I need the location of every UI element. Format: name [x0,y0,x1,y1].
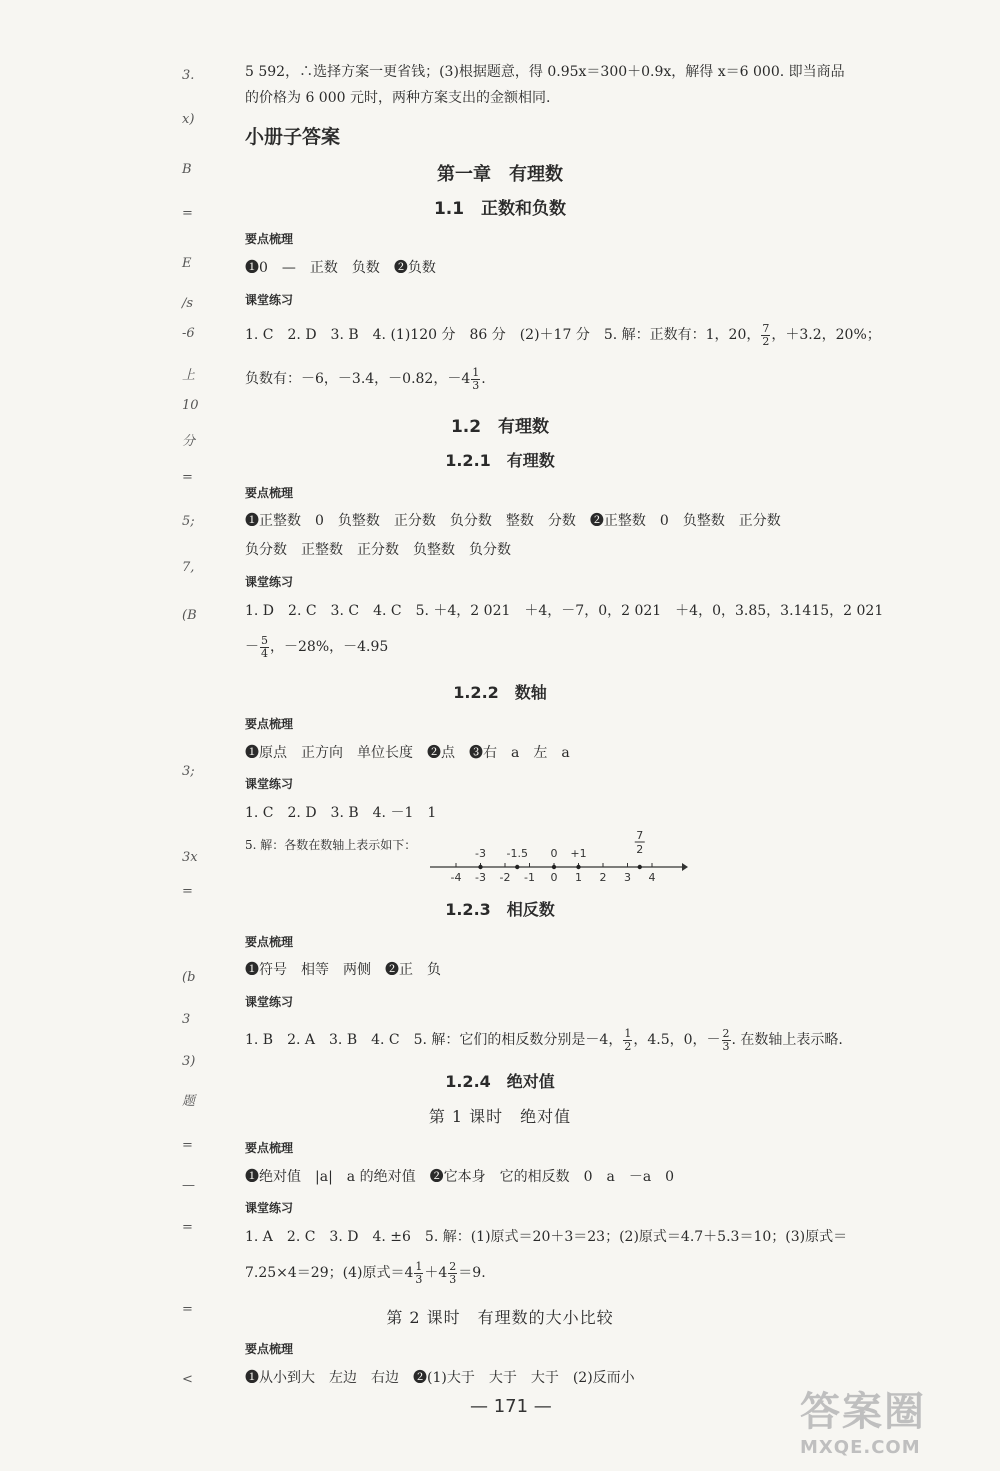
s121-practice-2: － $\frac{5}{4}$ ，－28%，－4.95 [245,633,389,660]
axis-tick-label: -2 [499,871,511,884]
s121-practice-1: 1. D 2. C 3. C 4. C 5. ＋4，2 021 ＋4，－7，0，2 021 ＋4，0，3.85，3.1415，2 021 [245,603,884,619]
margin-fragment: E [182,256,192,271]
margin-fragment: x) [182,112,195,127]
axis-point [515,865,519,869]
axis-tick-label: 2 [599,871,607,884]
margin-fragment: < [182,1372,193,1387]
margin-fragment: = [182,1138,193,1153]
fraction: $\frac{1}{2}$ [624,1026,632,1053]
s11-practice-line-2: 负数有：－6，－3.4，－0.82，－4 $\frac{1}{3}$ . [245,365,486,392]
margin-fragment: = [182,1302,193,1317]
margin-fragment: 3; [182,764,195,779]
label-practice: 课堂练习 [245,293,294,307]
fraction: $\frac{5}{4}$ [261,633,268,660]
margin-fragment: B [182,162,192,177]
axis-point-label: +1 [570,847,587,860]
intro-line-1: 5 592，∴选择方案一更省钱；(3)根据题意，得 0.95x＝300＋0.9x，解得 x＝6 000. 即当商品 [245,64,845,80]
s124-practice-1: 1. A 2. C 3. D 4. ±6 5. 解：(1)原式＝20＋3＝23；(2)原式＝4.7＋5.3＝10；(3)原式＝ [245,1229,848,1245]
margin-fragment: (b [182,970,196,985]
axis-point-label: -1.5 [506,847,528,860]
margin-fragment: 上 [182,368,196,383]
margin-fragment: 3. [182,68,195,83]
section-1-1-title: 1.1 正数和负数 [433,199,567,219]
label-points: 要点梳理 [245,1141,294,1155]
axis-fraction-numerator: 7 [636,829,644,842]
s11-practice-line-1: 1. C 2. D 3. B 4. (1)120 分 86 分 (2)＋17 分 5. 解：正数有：1，20， $\frac{7}{2}$ ，＋3.2，20%； [245,321,881,348]
axis-tick-label: -1 [524,871,535,884]
lesson-2-title: 第 2 课时 有理数的大小比较 [386,1308,614,1327]
margin-fragment: 5; [182,514,195,529]
fraction: $\frac{2}{3}$ [449,1259,457,1286]
fraction: $\frac{1}{3}$ [472,365,480,392]
label-practice: 课堂练习 [245,1201,294,1215]
watermark-text: 答案圈 [800,1389,926,1435]
section-1-2-4-title: 1.2.4 绝对值 [445,1072,555,1091]
margin-fragment: = [182,206,193,221]
margin-fragment: 7, [182,560,195,575]
axis-tick-label: -3 [475,871,486,884]
margin-fragment: (B [182,608,197,623]
fraction: $\frac{7}{2}$ [762,321,770,348]
label-points: 要点梳理 [245,1342,294,1356]
label-points: 要点梳理 [245,486,294,500]
axis-point [478,865,482,869]
label-practice: 课堂练习 [245,777,294,791]
section-1-2-1-title: 1.2.1 有理数 [445,451,555,470]
watermark-url: MXQE.COM [800,1437,921,1458]
fraction: $\frac{2}{3}$ [722,1026,730,1053]
axis-point-label: -3 [475,847,486,860]
chapter-title: 第一章 有理数 [437,164,563,185]
margin-fragment: 题 [182,1094,196,1109]
s121-points-2: 负分数 正整数 正分数 负整数 负分数 [245,542,511,558]
s123-points: ❶符号 相等 两侧 ❷正 负 [245,962,441,978]
margin-fragment: 3x [182,850,198,865]
margin-fragment: 3 [182,1012,191,1027]
s123-practice: 1. B 2. A 3. B 4. C 5. 解：它们的相反数分别是－4， $\frac{1}{2}$ ，4.5，0，－ $\frac{2}{3}$ . 在数轴上表示略. [245,1026,843,1053]
margin-fragment: = [182,884,193,899]
lesson-1-title: 第 1 课时 绝对值 [428,1107,572,1126]
s124-points: ❶绝对值 |a| a 的绝对值 ❷它本身 它的相反数 0 a －a 0 [245,1169,675,1185]
label-practice: 课堂练习 [245,995,294,1009]
section-1-2-title: 1.2 有理数 [450,417,550,437]
axis-fraction-denominator: 2 [636,843,644,856]
intro-line-2: 的价格为 6 000 元时，两种方案支出的金额相同. [245,90,551,106]
axis-point [638,865,642,869]
watermark-logo [800,1380,990,1465]
axis-tick-label: 4 [648,871,656,884]
margin-fragment: 10 [182,398,199,413]
axis-point-label: 0 [550,847,558,860]
margin-fragment: = [182,470,193,485]
label-practice: 课堂练习 [245,575,294,589]
axis-point [576,865,580,869]
label-points: 要点梳理 [245,935,294,949]
page-number: — 171 — [470,1396,552,1417]
s121-points-1: ❶正整数 0 负整数 正分数 负分数 整数 分数 ❷正整数 0 负整数 正分数 [245,513,781,529]
axis-tick-label: 1 [575,871,582,884]
s122-practice-2: 5. 解：各数在数轴上表示如下： [245,838,417,852]
section-1-2-2-title: 1.2.2 数轴 [453,683,547,702]
axis-point [552,865,556,869]
axis-tick-label: 3 [624,871,631,884]
s11-points: ❶0 — 正数 负数 ❷负数 [245,260,436,276]
axis-tick-label: 0 [550,871,558,884]
number-line-diagram [420,826,690,888]
margin-fragment: -6 [182,326,195,341]
s124-points-2: ❶从小到大 左边 右边 ❷(1)大于 大于 大于 (2)反而小 [245,1370,635,1386]
booklet-title: 小册子答案 [245,126,341,148]
margin-fragment: 分 [182,434,196,449]
axis-tick-label: -4 [450,871,462,884]
margin-fragment: 3) [182,1054,196,1069]
section-1-2-3-title: 1.2.3 相反数 [445,900,555,919]
s124-practice-2: 7.25×4＝29；(4)原式＝4 $\frac{1}{3}$ ＋4 $\frac{2}{3}$ ＝9. [245,1259,486,1286]
margin-fragment: — [182,1178,195,1193]
label-points: 要点梳理 [245,717,294,731]
margin-fragment: = [182,1220,193,1235]
s122-practice-1: 1. C 2. D 3. B 4. －1 1 [245,805,437,821]
margin-fragment: /s [182,296,194,311]
s122-points: ❶原点 正方向 单位长度 ❷点 ❸右 a 左 a [245,745,570,761]
label-points: 要点梳理 [245,232,294,246]
fraction: $\frac{1}{3}$ [415,1259,423,1286]
